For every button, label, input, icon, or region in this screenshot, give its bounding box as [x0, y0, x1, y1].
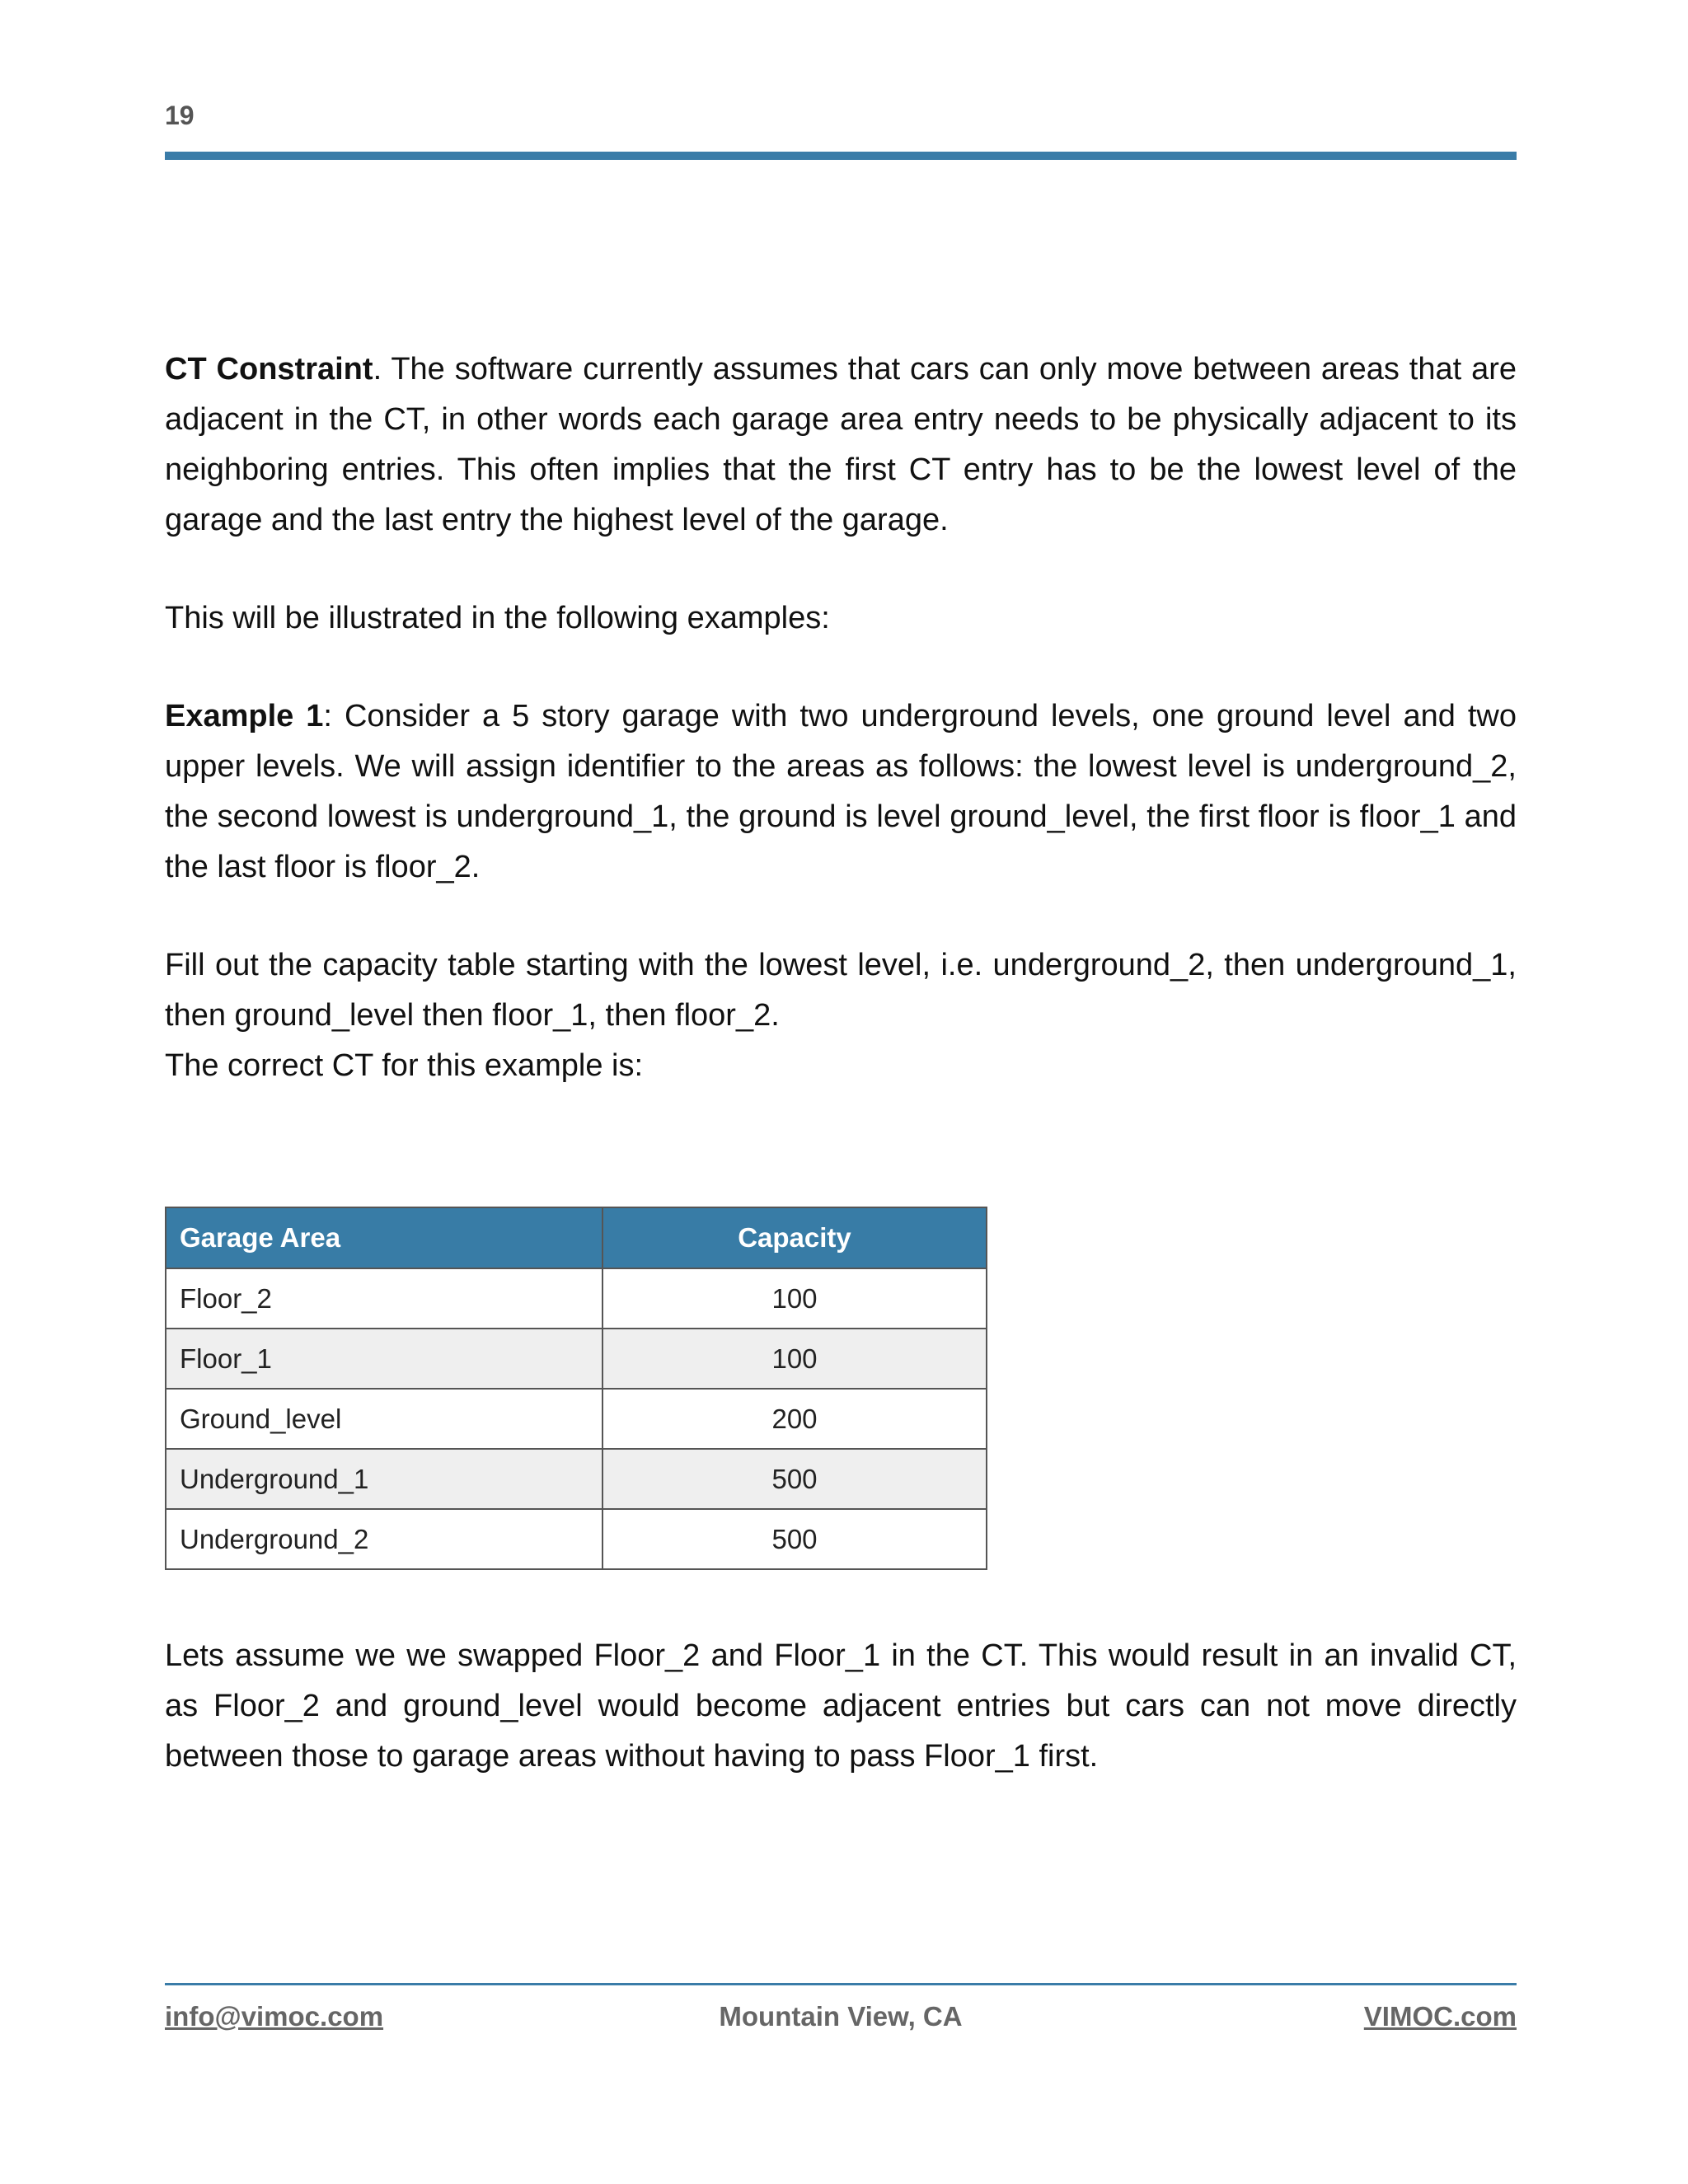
example-1-text: : Consider a 5 story garage with two underground levels, one ground level and two upper levels. We will assign identifier to the areas as follows: the lowest level is underground_2, the second lowest is underground_1, the ground is level ground_level, the first floor is floor_1 and the last floor is floor_2.	[165, 699, 1517, 884]
paragraph-correct-ct: The correct CT for this example is:	[165, 1048, 644, 1083]
cell-capacity: 100	[603, 1268, 987, 1329]
footer-location: Mountain View, CA	[719, 2001, 963, 2032]
footer-email-link[interactable]: info@vimoc.com	[165, 2001, 384, 2032]
cell-garage-area: Underground_1	[166, 1449, 603, 1509]
paragraph-fill-instructions: Fill out the capacity table starting with the lowest level, i.e. underground_2, then underground_1, then ground_level then floor_1, then floor_2.	[165, 948, 1517, 1033]
table-header-row	[166, 1207, 987, 1268]
footer-website-link[interactable]: VIMOC.com	[1363, 2001, 1517, 2032]
table-row	[166, 1449, 987, 1509]
cell-capacity: 500	[603, 1449, 987, 1509]
table-row	[166, 1268, 987, 1329]
column-header-capacity: Capacity	[603, 1207, 987, 1268]
header-rule	[165, 152, 1517, 160]
paragraph-swap-explanation: Lets assume we we swapped Floor_2 and Floor_1 in the CT. This would result in an invalid CT, as Floor_2 and ground_level would become adjacent entries but cars can not move directly between those to garage areas without having to pass Floor_1 first.	[165, 1638, 1517, 1774]
paragraph-example-1	[165, 691, 1517, 893]
paragraph-ct-constraint	[165, 344, 1517, 546]
paragraph-illustration-intro: This will be illustrated in the following examples:	[165, 601, 830, 635]
table-row	[166, 1509, 987, 1569]
cell-capacity: 200	[603, 1389, 987, 1449]
page-number: 19	[165, 101, 195, 130]
cell-garage-area: Underground_2	[166, 1509, 603, 1569]
example-1-heading: Example 1	[165, 699, 324, 733]
footer-rule	[165, 1983, 1517, 1985]
page-footer	[165, 2001, 1517, 2037]
cell-capacity: 100	[603, 1329, 987, 1389]
cell-garage-area: Ground_level	[166, 1389, 603, 1449]
column-header-garage-area: Garage Area	[166, 1207, 603, 1268]
table-row	[166, 1329, 987, 1389]
cell-garage-area: Floor_1	[166, 1329, 603, 1389]
table-row	[166, 1389, 987, 1449]
document-body	[165, 344, 1517, 1782]
ct-constraint-text: . The software currently assumes that cars can only move between areas that are adjacent in the CT, in other words each garage area entry needs to be physically adjacent to its neighboring entries. This often implies that the first CT entry has to be the lowest level of the garage and the last entry the highest level of the garage.	[165, 352, 1517, 537]
cell-capacity: 500	[603, 1509, 987, 1569]
ct-constraint-heading: CT Constraint	[165, 352, 373, 387]
capacity-table	[165, 1207, 987, 1570]
cell-garage-area: Floor_2	[166, 1268, 603, 1329]
